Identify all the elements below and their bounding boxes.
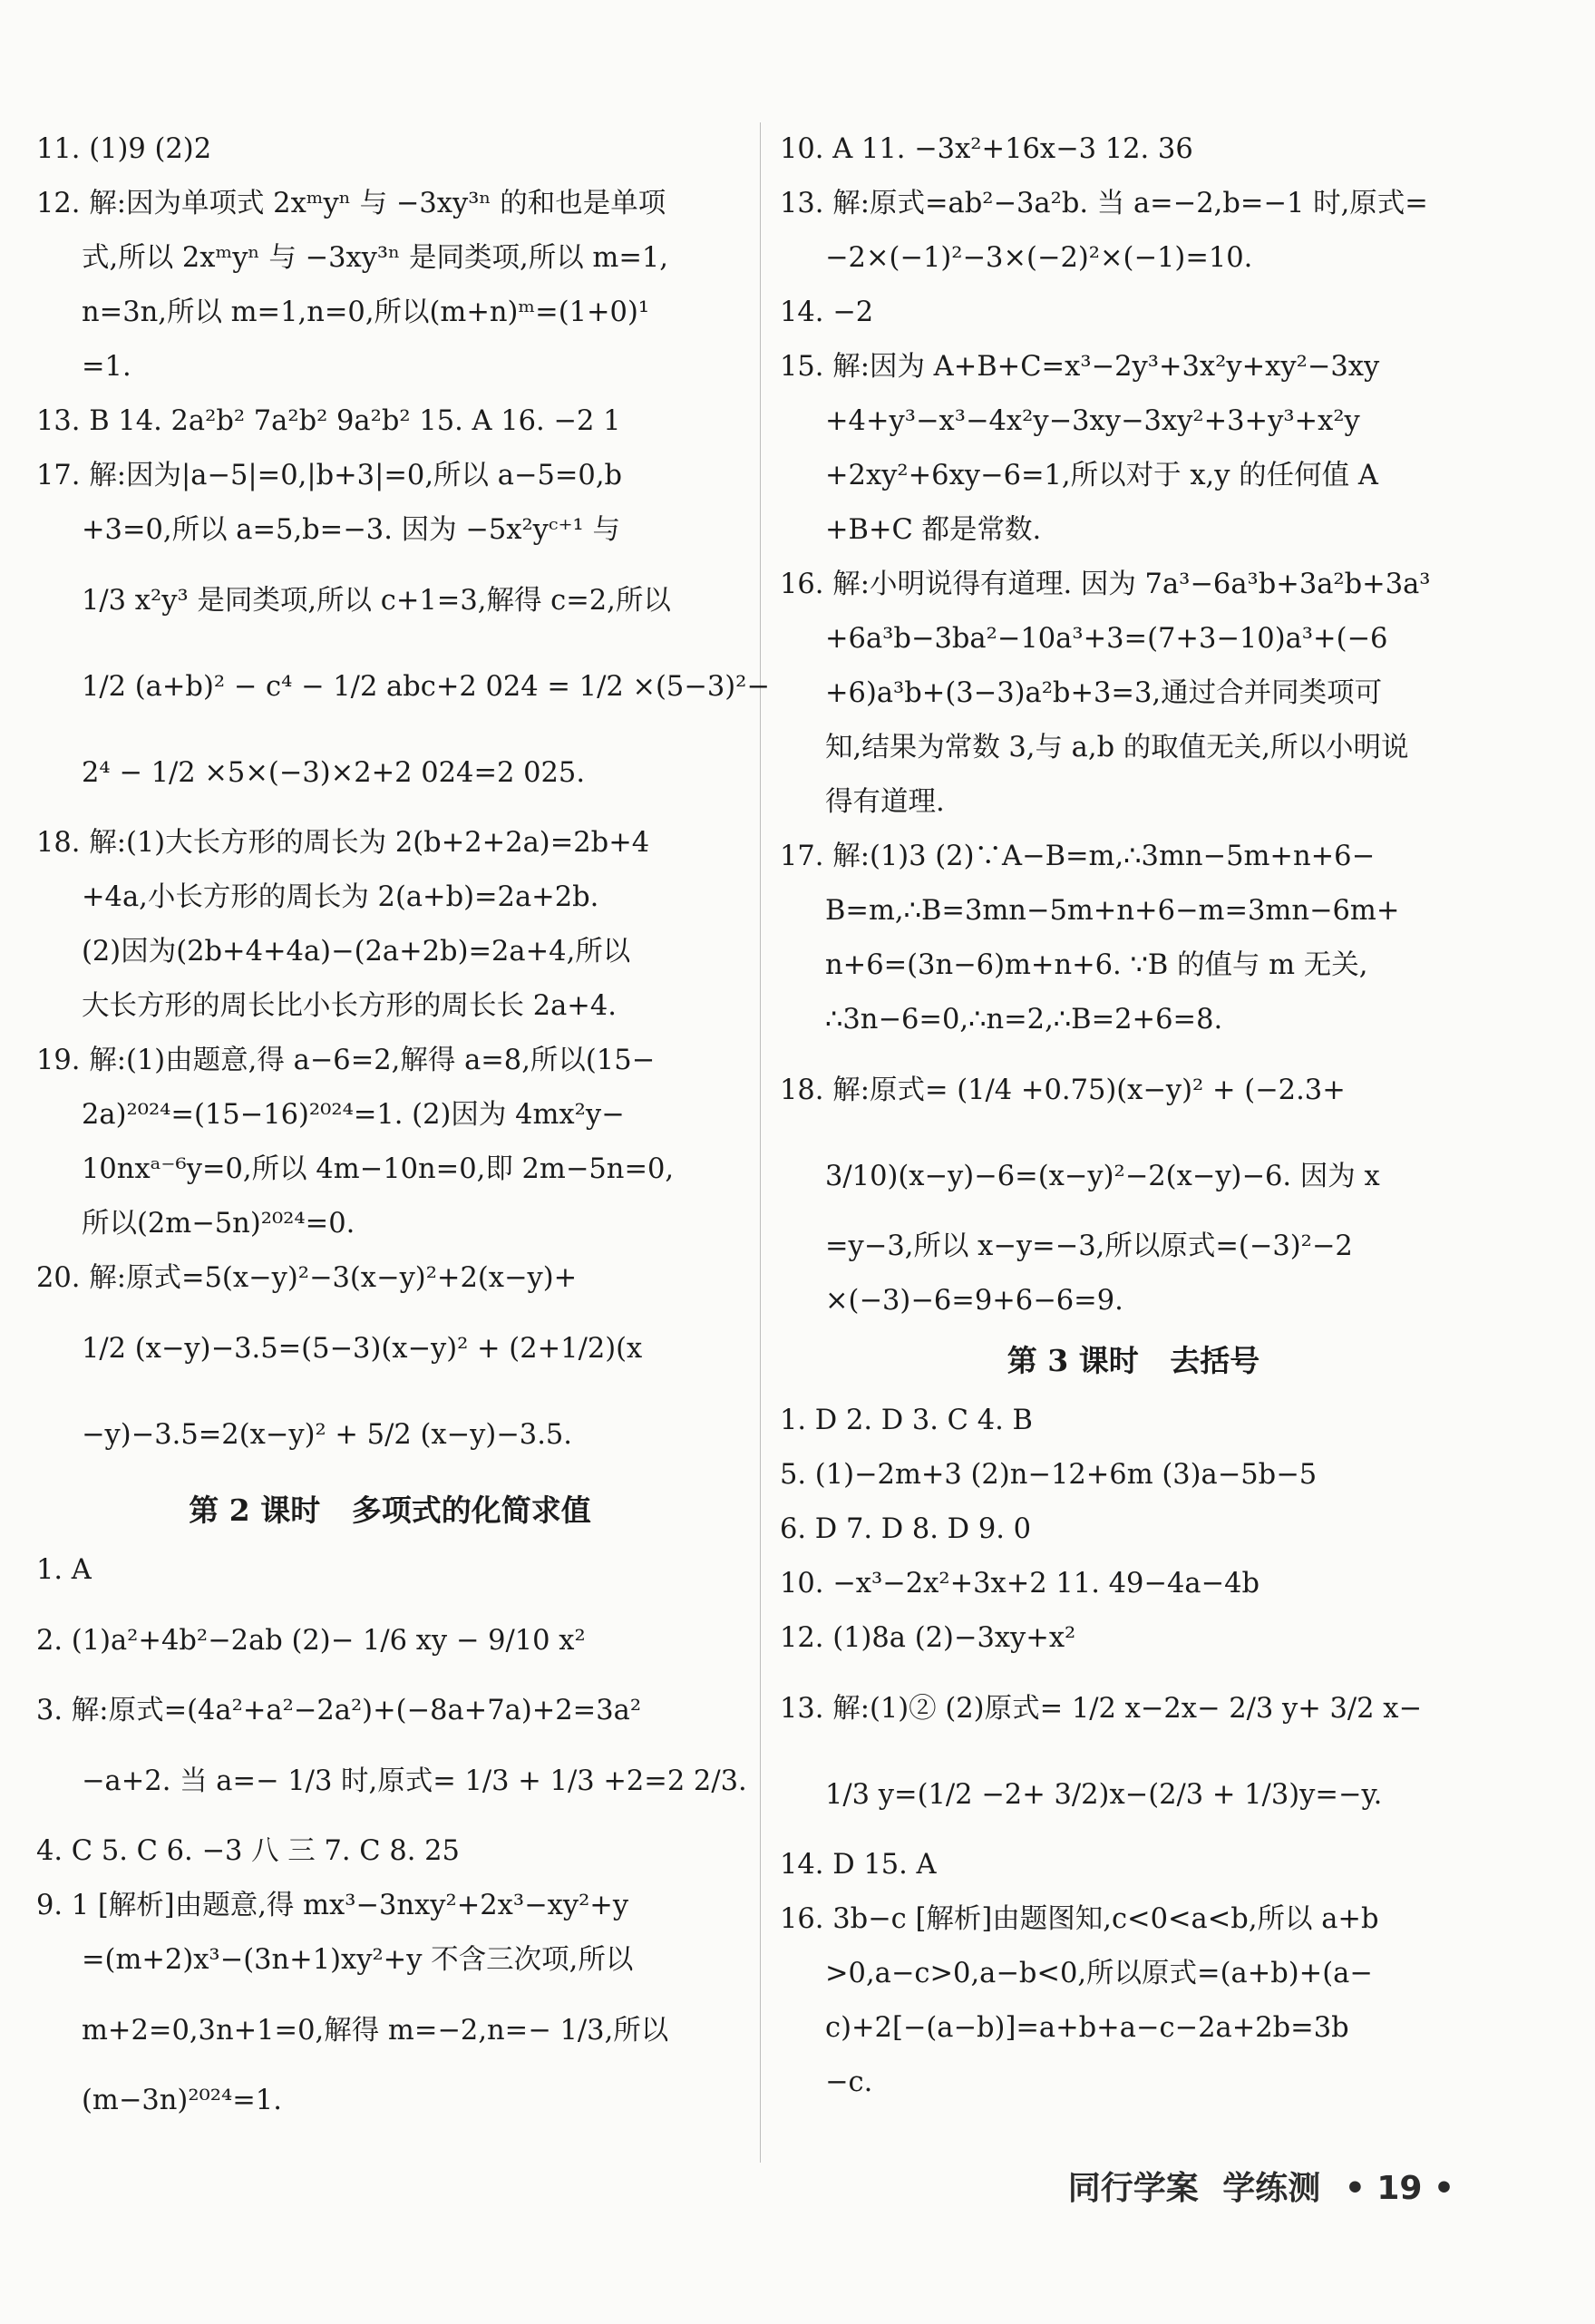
answer-line: 3. 解:原式=(4a²+a²−2a²)+(−8a+7a)+2=3a² bbox=[36, 1695, 642, 1726]
answer-line: (2)因为(2b+4+4a)−(2a+2b)=2a+4,所以 bbox=[82, 936, 631, 968]
answer-line: n+6=(3n−6)m+n+6. ∵B 的值与 m 无关, bbox=[825, 949, 1368, 981]
answer-line: 16. 解:小明说得有道理. 因为 7a³−6a³b+3a²b+3a³ bbox=[780, 569, 1431, 600]
answer-line: c)+2[−(a−b)]=a+b+a−c−2a+2b=3b bbox=[825, 2012, 1349, 2044]
column-divider bbox=[760, 122, 761, 2163]
answer-line: 2a)²⁰²⁴=(15−16)²⁰²⁴=1. (2)因为 4mx²y− bbox=[82, 1099, 625, 1131]
answer-line: 10. −x³−2x²+3x+2 11. 49−4a−4b bbox=[780, 1568, 1260, 1600]
answer-line: 式,所以 2xᵐyⁿ 与 −3xy³ⁿ 是同类项,所以 m=1, bbox=[82, 242, 668, 274]
answer-line: −a+2. 当 a=− 1/3 时,原式= 1/3 + 1/3 +2=2 2/3. bbox=[82, 1765, 747, 1797]
answer-line: 16. 3b−c [解析]由题图知,c<0<a<b,所以 a+b bbox=[780, 1903, 1379, 1935]
answer-line: 3/10)(x−y)−6=(x−y)²−2(x−y)−6. 因为 x bbox=[825, 1161, 1380, 1192]
answer-line: 6. D 7. D 8. D 9. 0 bbox=[780, 1513, 1032, 1545]
answer-line: =1. bbox=[82, 351, 131, 383]
answer-line: 14. D 15. A bbox=[780, 1849, 937, 1881]
answer-line: +4a,小长方形的周长为 2(a+b)=2a+2b. bbox=[82, 881, 599, 913]
page-footer bbox=[1055, 2163, 1454, 2209]
answer-line: 17. 解:因为|a−5|=0,|b+3|=0,所以 a−5=0,b bbox=[36, 460, 623, 491]
left-column bbox=[36, 122, 770, 2128]
answer-line: +6)a³b+(3−3)a²b+3=3,通过合并同类项可 bbox=[825, 677, 1383, 709]
page-number: • 19 • bbox=[1344, 2170, 1454, 2207]
footer-brand: 同行学案 bbox=[1067, 2170, 1199, 2207]
answer-line: +3=0,所以 a=5,b=−3. 因为 −5x²yᶜ⁺¹ 与 bbox=[82, 514, 620, 546]
answer-line: 10nxᵃ⁻⁶y=0,所以 4m−10n=0,即 2m−5n=0, bbox=[82, 1153, 675, 1185]
answer-line: 14. −2 bbox=[780, 297, 874, 328]
answer-line: 20. 解:原式=5(x−y)²−3(x−y)²+2(x−y)+ bbox=[36, 1262, 578, 1294]
answer-line: 15. 解:因为 A+B+C=x³−2y³+3x²y+xy²−3xy bbox=[780, 351, 1380, 383]
answer-line: ×(−3)−6=9+6−6=9. bbox=[825, 1285, 1123, 1317]
answer-line: B=m,∴B=3mn−5m+n+6−m=3mn−6m+ bbox=[825, 895, 1400, 927]
answer-line: m+2=0,3n+1=0,解得 m=−2,n=− 1/3,所以 bbox=[82, 2015, 669, 2047]
answer-line: +4+y³−x³−4x²y−3xy−3xy²+3+y³+x²y bbox=[825, 405, 1360, 437]
answer-line: 大长方形的周长比小长方形的周长长 2a+4. bbox=[82, 990, 617, 1022]
answer-line: 知,结果为常数 3,与 a,b 的取值无关,所以小明说 bbox=[825, 732, 1409, 763]
answer-line: 19. 解:(1)由题意,得 a−6=2,解得 a=8,所以(15− bbox=[36, 1045, 656, 1076]
answer-line: =(m+2)x³−(3n+1)xy²+y 不含三次项,所以 bbox=[82, 1944, 634, 1976]
answer-line: n=3n,所以 m=1,n=0,所以(m+n)ᵐ=(1+0)¹ bbox=[82, 297, 650, 328]
answer-line: 5. (1)−2m+3 (2)n−12+6m (3)a−5b−5 bbox=[780, 1459, 1318, 1491]
answer-line: 1. D 2. D 3. C 4. B bbox=[780, 1405, 1033, 1436]
answer-line: 18. 解:(1)大长方形的周长为 2(b+2+2a)=2b+4 bbox=[36, 827, 650, 859]
answer-line: 1/2 (a+b)² − c⁴ − 1/2 abc+2 024 = 1/2 ×(5−3)²− bbox=[82, 671, 770, 703]
answer-line: >0,a−c>0,a−b<0,所以原式=(a+b)+(a− bbox=[825, 1958, 1373, 1989]
answer-line: =y−3,所以 x−y=−3,所以原式=(−3)²−2 bbox=[825, 1230, 1353, 1262]
answer-line: 11. (1)9 (2)2 bbox=[36, 133, 212, 165]
answer-line: 13. 解:原式=ab²−3a²b. 当 a=−2,b=−1 时,原式= bbox=[780, 188, 1428, 219]
answer-line: 4. C 5. C 6. −3 八 三 7. C 8. 25 bbox=[36, 1835, 460, 1867]
answer-line: ∴3n−6=0,∴n=2,∴B=2+6=8. bbox=[825, 1004, 1223, 1036]
answer-line: 18. 解:原式= (1/4 +0.75)(x−y)² + (−2.3+ bbox=[780, 1074, 1346, 1106]
right-column bbox=[780, 122, 1487, 2110]
answer-line: −c. bbox=[825, 2066, 873, 2098]
answer-line: −y)−3.5=2(x−y)² + 5/2 (x−y)−3.5. bbox=[82, 1419, 572, 1451]
answer-line: +B+C 都是常数. bbox=[825, 514, 1042, 546]
answer-line: +6a³b−3ba²−10a³+3=(7+3−10)a³+(−6 bbox=[825, 623, 1388, 655]
answer-line: 1. A bbox=[36, 1554, 92, 1586]
answer-line: 10. A 11. −3x²+16x−3 12. 36 bbox=[780, 133, 1193, 165]
answer-line: −2×(−1)²−3×(−2)²×(−1)=10. bbox=[825, 242, 1253, 274]
answer-line: 1/3 y=(1/2 −2+ 3/2)x−(2/3 + 1/3)y=−y. bbox=[825, 1779, 1383, 1811]
answer-line: 得有道理. bbox=[825, 786, 945, 818]
answer-line: 17. 解:(1)3 (2)∵A−B=m,∴3mn−5m+n+6− bbox=[780, 841, 1376, 872]
answer-line: 所以(2m−5n)²⁰²⁴=0. bbox=[82, 1208, 355, 1240]
answer-line: 1/3 x²y³ 是同类项,所以 c+1=3,解得 c=2,所以 bbox=[82, 585, 671, 617]
answer-line: +2xy²+6xy−6=1,所以对于 x,y 的任何值 A bbox=[825, 460, 1378, 491]
answer-line: (m−3n)²⁰²⁴=1. bbox=[82, 2085, 282, 2116]
footer-series: 学练测 bbox=[1222, 2170, 1321, 2207]
section-heading: 第 3 课时 去括号 bbox=[1007, 1343, 1260, 1378]
answer-line: 13. B 14. 2a²b² 7a²b² 9a²b² 15. A 16. −2 1 bbox=[36, 405, 621, 437]
answer-line: 12. 解:因为单项式 2xᵐyⁿ 与 −3xy³ⁿ 的和也是单项 bbox=[36, 188, 666, 219]
answer-line: 12. (1)8a (2)−3xy+x² bbox=[780, 1622, 1076, 1654]
section-heading: 第 2 课时 多项式的化简求值 bbox=[189, 1493, 591, 1528]
answer-line: 2⁴ − 1/2 ×5×(−3)×2+2 024=2 025. bbox=[82, 757, 586, 789]
answer-line: 1/2 (x−y)−3.5=(5−3)(x−y)² + (2+1/2)(x bbox=[82, 1333, 643, 1365]
answer-line: 9. 1 [解析]由题意,得 mx³−3nxy²+2x³−xy²+y bbox=[36, 1890, 629, 1921]
answer-line: 2. (1)a²+4b²−2ab (2)− 1/6 xy − 9/10 x² bbox=[36, 1625, 586, 1657]
answer-line: 13. 解:(1)② (2)原式= 1/2 x−2x− 2/3 y+ 3/2 x− bbox=[780, 1693, 1423, 1725]
